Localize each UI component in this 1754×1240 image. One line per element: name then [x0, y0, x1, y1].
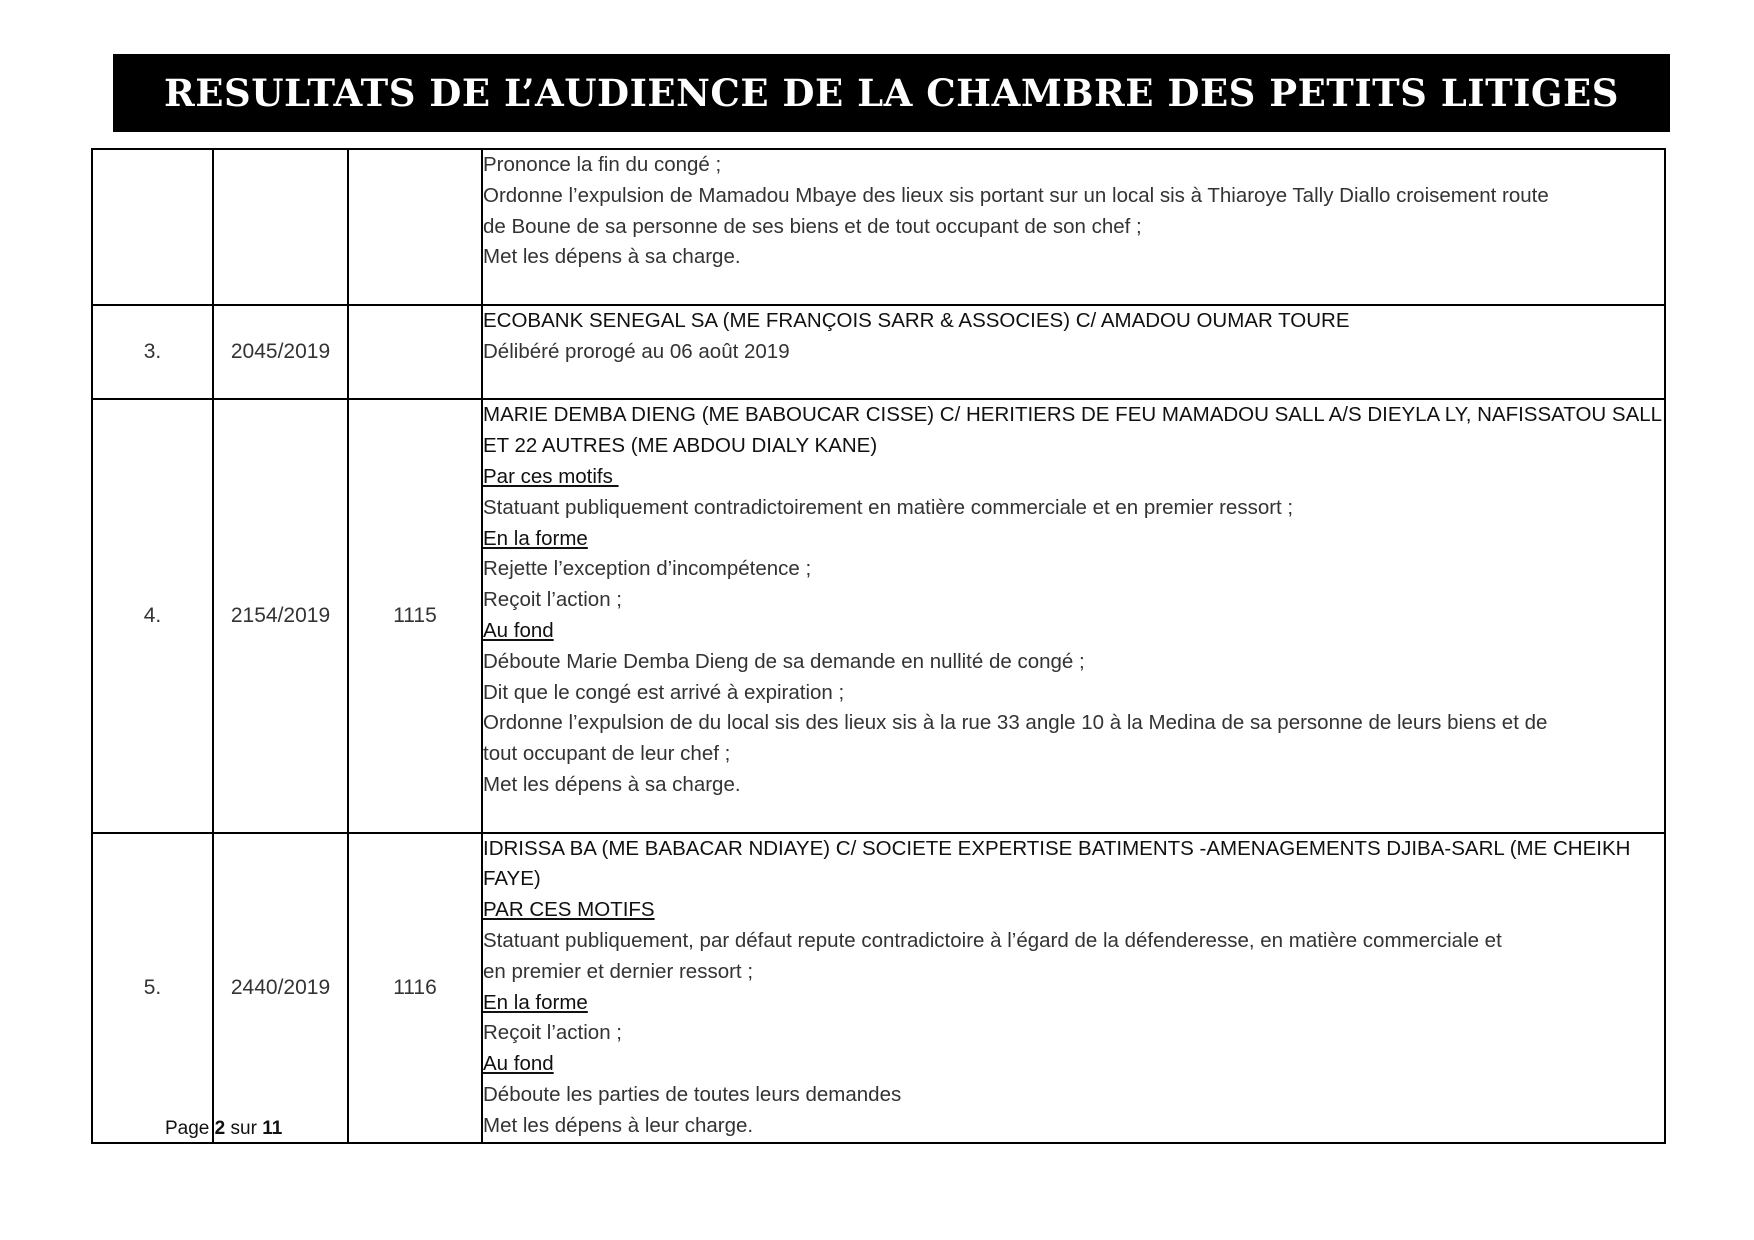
ruling-line: Met les dépens à leur charge. — [483, 1113, 754, 1137]
decision-number-cell — [348, 399, 482, 832]
row-number-cell-value: 5. — [143, 975, 162, 999]
section-heading: Au fond — [483, 618, 554, 642]
case-parties: ET 22 AUTRES (ME ABDOU DIALY KANE) — [483, 434, 878, 458]
case-number-cell — [213, 833, 348, 1143]
case-number-cell-value: 2440/2019 — [230, 975, 331, 999]
section-heading: En la forme — [483, 526, 588, 550]
case-parties: MARIE DEMBA DIENG (ME BABOUCAR CISSE) C/ HERITIERS DE FEU MAMADOU SALL A/S DIEYLA LY, NAFISSATOU SALL — [483, 403, 1663, 427]
ruling-line: Reçoit l’action ; — [483, 1021, 623, 1045]
ruling-line: Déboute les parties de toutes leurs demandes — [483, 1082, 902, 1106]
case-number-cell — [213, 399, 348, 832]
ruling-line — [483, 273, 1664, 304]
ruling-line: Statuant publiquement, par défaut repute contradictoire à l’égard de la défenderesse, en matière commerciale et — [483, 928, 1502, 952]
ruling-text-cell — [482, 149, 1665, 305]
ruling-line: Déboute Marie Demba Dieng de sa demande en nullité de congé ; — [483, 649, 1085, 673]
ruling-line: Statuant publiquement contradictoirement en matière commerciale et en premier ressort ; — [483, 495, 1294, 519]
table-row — [92, 833, 1665, 1143]
case-number-cell — [213, 149, 348, 305]
page-label: Page — [165, 1118, 210, 1139]
header-banner — [113, 54, 1670, 132]
row-number-cell-value: 3. — [143, 340, 162, 364]
row-number-cell — [92, 833, 213, 1143]
case-number-cell-value: 2045/2019 — [230, 340, 331, 364]
table-row — [92, 305, 1665, 399]
page-title: RESULTATS DE L’AUDIENCE DE LA CHAMBRE DES PETITS LITIGES — [164, 71, 1619, 115]
ruling-line: Met les dépens à sa charge. — [483, 772, 741, 796]
decision-number-cell — [348, 149, 482, 305]
ruling-line: Rejette l’exception d’incompétence ; — [483, 557, 812, 581]
ruling-line — [483, 801, 1664, 832]
page-footer — [165, 1118, 282, 1140]
decision-number-cell — [348, 305, 482, 399]
rulings-table — [91, 148, 1666, 1144]
page-of-label: sur — [230, 1118, 257, 1139]
case-number-cell-value: 2154/2019 — [230, 603, 331, 627]
ruling-line: de Boune de sa personne de ses biens et de tout occupant de son chef ; — [483, 214, 1142, 238]
decision-number-cell-value: 1116 — [393, 975, 437, 999]
row-number-cell — [92, 399, 213, 832]
section-heading: En la forme — [483, 990, 588, 1014]
row-number-cell — [92, 305, 213, 399]
section-heading: Par ces motifs — [483, 464, 619, 488]
ruling-line: tout occupant de leur chef ; — [483, 742, 731, 766]
section-heading: Au fond — [483, 1052, 554, 1076]
decision-number-cell-value: 1115 — [393, 603, 437, 627]
ruling-text-cell — [482, 305, 1665, 399]
ruling-text-cell — [482, 833, 1665, 1143]
page-current: 2 — [214, 1118, 226, 1139]
ruling-line: Dit que le congé est arrivé à expiration ; — [483, 680, 845, 704]
case-number-cell — [213, 305, 348, 399]
table-row — [92, 399, 1665, 832]
ruling-line: Met les dépens à sa charge. — [483, 245, 741, 269]
case-parties: IDRISSA BA (ME BABACAR NDIAYE) C/ SOCIETE EXPERTISE BATIMENTS -AMENAGEMENTS DJIBA-SARL (ME CHEIKH FAYE) — [483, 836, 1637, 891]
page-total: 11 — [262, 1118, 283, 1139]
row-number-cell-value: 4. — [143, 603, 162, 627]
row-number-cell — [92, 149, 213, 305]
section-heading: PAR CES MOTIFS — [483, 898, 655, 922]
decision-number-cell — [348, 833, 482, 1143]
table-row — [92, 149, 1665, 305]
ruling-text-cell — [482, 399, 1665, 832]
rulings-table-body — [92, 149, 1665, 1143]
case-parties: ECOBANK SENEGAL SA (ME FRANÇOIS SARR & ASSOCIES) C/ AMADOU OUMAR TOURE — [483, 308, 1350, 332]
ruling-line: Prononce la fin du congé ; — [483, 153, 722, 176]
ruling-line: en premier et dernier ressort ; — [483, 959, 754, 983]
ruling-line — [483, 368, 1664, 399]
ruling-line: Reçoit l’action ; — [483, 588, 623, 612]
ruling-line: Ordonne l’expulsion de Mamadou Mbaye des lieux sis portant sur un local sis à Thiaroye Tally Diallo croisement route — [483, 183, 1549, 207]
ruling-line: Délibéré prorogé au 06 août 2019 — [483, 339, 790, 363]
ruling-line: Ordonne l’expulsion de du local sis des lieux sis à la rue 33 angle 10 à la Medina de sa personne de leurs biens et de — [483, 711, 1548, 735]
